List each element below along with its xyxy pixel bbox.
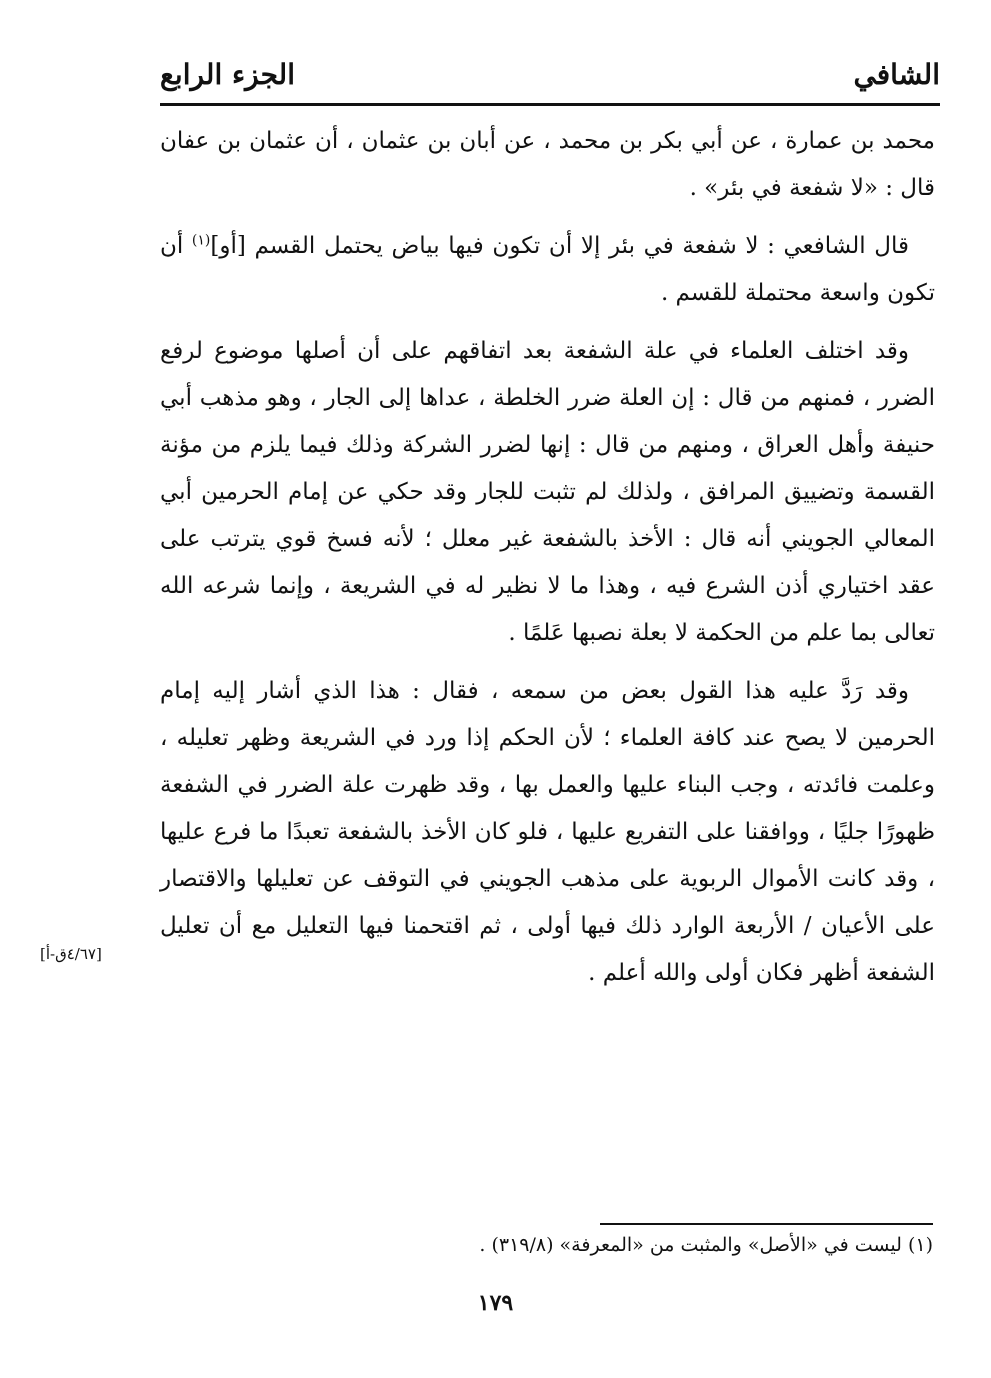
paragraph-3: وقد اختلف العلماء في علة الشفعة بعد اتفاقهم على أن أصلها موضوع لرفع الضرر ، فمنهم من قال : إن العلة ضرر الخلطة ، عداها إلى الجار ، وهو مذهب أبي حنيفة وأهل العراق ، ومنهم من قال : إنها لضرر الشركة وذلك فيما يلزم من مؤنة القسمة وتضييق المرافق ، ولذلك لم تثبت للجار وقد حكي عن إمام الحرمين أبي المعالي الجويني أنه قال : الأخذ بالشفعة غير معلل ؛ لأنه فسخ قوي يترتب على عقد اختياري أذن الشرع فيه ، وهذا ما لا نظير له في الشريعة ، وإنما شرعه الله تعالى بما علم من الحكمة لا بعلة نصبها عَلمًا . [160,338,935,646]
paragraph-2-text: قال الشافعي : لا شفعة في بئر إلا أن تكون فيها بياض يحتمل القسم [أو] [210,233,910,259]
manuscript-folio-note: [٤/٦٧ق-أ] [40,945,102,963]
running-header [160,50,940,106]
main-text [160,118,935,1008]
book-title: الشافي [853,58,940,91]
header-rule [160,103,940,106]
footnote: (١) ليست في «الأصل» والمثبت من «المعرفة» (٣١٩/٨) . [479,1234,933,1256]
footnote-marker: (١) [191,232,211,249]
footnote-separator [600,1223,933,1225]
paragraph-2-continuation: أن تكون واسعة محتملة للقسم . [160,233,935,306]
paragraph-2 [160,223,935,317]
paragraph-4: وقد رَدَّ عليه هذا القول بعض من سمعه ، فقال : هذا الذي أشار إليه إمام الحرمين لا يصح عند كافة العلماء ؛ لأن الحكم إذا ورد في الشريعة وظهر تعليله ، وعلمت فائدته ، وجب البناء عليها والعمل بها ، وقد ظهرت علة الضرر في الشفعة ظهورًا جليًا ، ووافقنا على التفريع عليها ، فلو كان الأخذ بالشفعة تعبدًا ما فرع عليها ، وقد كانت الأموال الربوية على مذهب الجويني في التوقف عن تعليلها والاقتصار على الأعيان / الأربعة الوارد ذلك فيها أولى ، ثم اقتحمنا فيها التعليل مع أن تعليل الشفعة أظهر فكان أولى والله أعلم . [160,678,935,986]
paragraph-1: محمد بن عمارة ، عن أبي بكر بن محمد ، عن أبان بن عثمان ، أن عثمان بن عفان قال : «لا شفعة في بئر» . [160,128,935,201]
page-number: ١٧٩ [477,1290,514,1316]
volume-label: الجزء الرابع [160,58,295,91]
